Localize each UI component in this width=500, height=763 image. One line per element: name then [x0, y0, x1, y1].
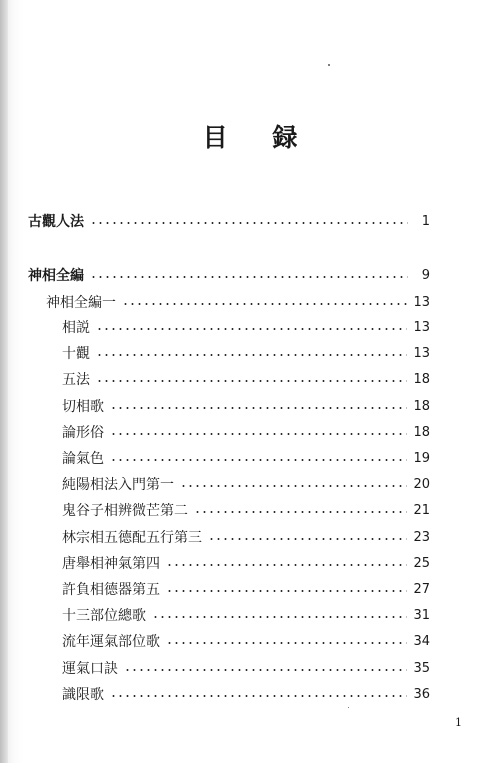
- toc-entry-label: 唐舉相神氣第四: [62, 556, 160, 572]
- dot-leader: [194, 511, 407, 513]
- toc-entry-page: 9: [421, 267, 430, 283]
- toc-entry: [62, 552, 430, 574]
- toc-entry-page: 25: [413, 555, 430, 571]
- dot-leader: [166, 642, 407, 644]
- page-title: 目 録: [202, 123, 316, 152]
- toc-entry-page: 13: [413, 345, 430, 361]
- toc-entry: [62, 499, 430, 521]
- toc-entry-label: 五法: [62, 372, 90, 388]
- toc-entry-page: 19: [413, 450, 430, 466]
- toc-entry-label: 相説: [62, 320, 90, 336]
- dot-leader: [110, 695, 407, 697]
- toc-entry-label: 十三部位總歌: [62, 608, 146, 624]
- dot-leader: [96, 328, 407, 330]
- toc-entry-page: 18: [413, 371, 430, 387]
- toc-entry-page: 13: [413, 294, 430, 310]
- toc-entry: [28, 264, 430, 286]
- toc-entry-page: 18: [413, 398, 430, 414]
- toc-entry-page: 34: [413, 633, 430, 649]
- toc-entry-label: 許負相德器第五: [62, 582, 160, 598]
- dot-leader: [110, 459, 407, 461]
- toc-entry-label: 運氣口訣: [62, 661, 118, 677]
- toc-entry-label: 十觀: [62, 346, 90, 362]
- dot-leader: [166, 564, 407, 566]
- toc-entry-label: 林宗相五德配五行第三: [62, 530, 202, 546]
- dot-leader: [110, 433, 407, 435]
- toc-entry-label: 鬼谷子相辨微芒第二: [62, 503, 188, 519]
- toc-entry-page: 18: [413, 424, 430, 440]
- toc-entry: [62, 395, 430, 417]
- print-speck: [348, 707, 349, 708]
- toc-entry: [62, 473, 430, 495]
- page-number: 1: [455, 716, 462, 729]
- toc-entry: [62, 604, 430, 626]
- print-speck: [328, 64, 330, 66]
- toc-entry-page: 21: [413, 502, 430, 518]
- toc-entry: [62, 421, 430, 443]
- toc-entry-label: 神相全編一: [46, 295, 116, 311]
- toc-entry: [62, 447, 430, 469]
- dot-leader: [90, 276, 408, 278]
- dot-leader: [96, 354, 407, 356]
- toc-entry-label: 論形俗: [62, 425, 104, 441]
- toc-entry-label: 神相全編: [28, 268, 84, 284]
- toc-entry: [62, 368, 430, 390]
- toc-entry: [28, 210, 430, 232]
- dot-leader: [110, 407, 407, 409]
- toc-entry-label: 切相歌: [62, 399, 104, 415]
- toc-entry-page: 23: [413, 529, 430, 545]
- toc-entry: [62, 683, 430, 705]
- toc-entry-label: 純陽相法入門第一: [62, 477, 174, 493]
- toc-entry: [46, 291, 430, 313]
- toc-entry-label: 古觀人法: [28, 214, 84, 230]
- toc-entry-page: 20: [413, 476, 430, 492]
- dot-leader: [122, 303, 407, 305]
- dot-leader: [180, 485, 407, 487]
- dot-leader: [166, 590, 407, 592]
- toc-entry-label: 識限歌: [62, 687, 104, 703]
- toc-entry: [62, 578, 430, 600]
- toc-entry: [62, 526, 430, 548]
- toc-entry: [62, 316, 430, 338]
- toc-entry-page: 27: [413, 581, 430, 597]
- toc-entry: [62, 342, 430, 364]
- toc-entry-page: 13: [413, 319, 430, 335]
- dot-leader: [90, 222, 408, 224]
- toc-entry-page: 36: [413, 686, 430, 702]
- dot-leader: [208, 538, 407, 540]
- dot-leader: [124, 669, 407, 671]
- toc-entry-page: 35: [413, 660, 430, 676]
- dot-leader: [96, 380, 407, 382]
- toc-entry-label: 論氣色: [62, 451, 104, 467]
- toc-entry: [62, 657, 430, 679]
- toc-entry-page: 31: [413, 607, 430, 623]
- toc-entry-label: 流年運氣部位歌: [62, 634, 160, 650]
- toc-entry: [62, 630, 430, 652]
- dot-leader: [152, 616, 407, 618]
- toc-entry-page: 1: [421, 213, 430, 229]
